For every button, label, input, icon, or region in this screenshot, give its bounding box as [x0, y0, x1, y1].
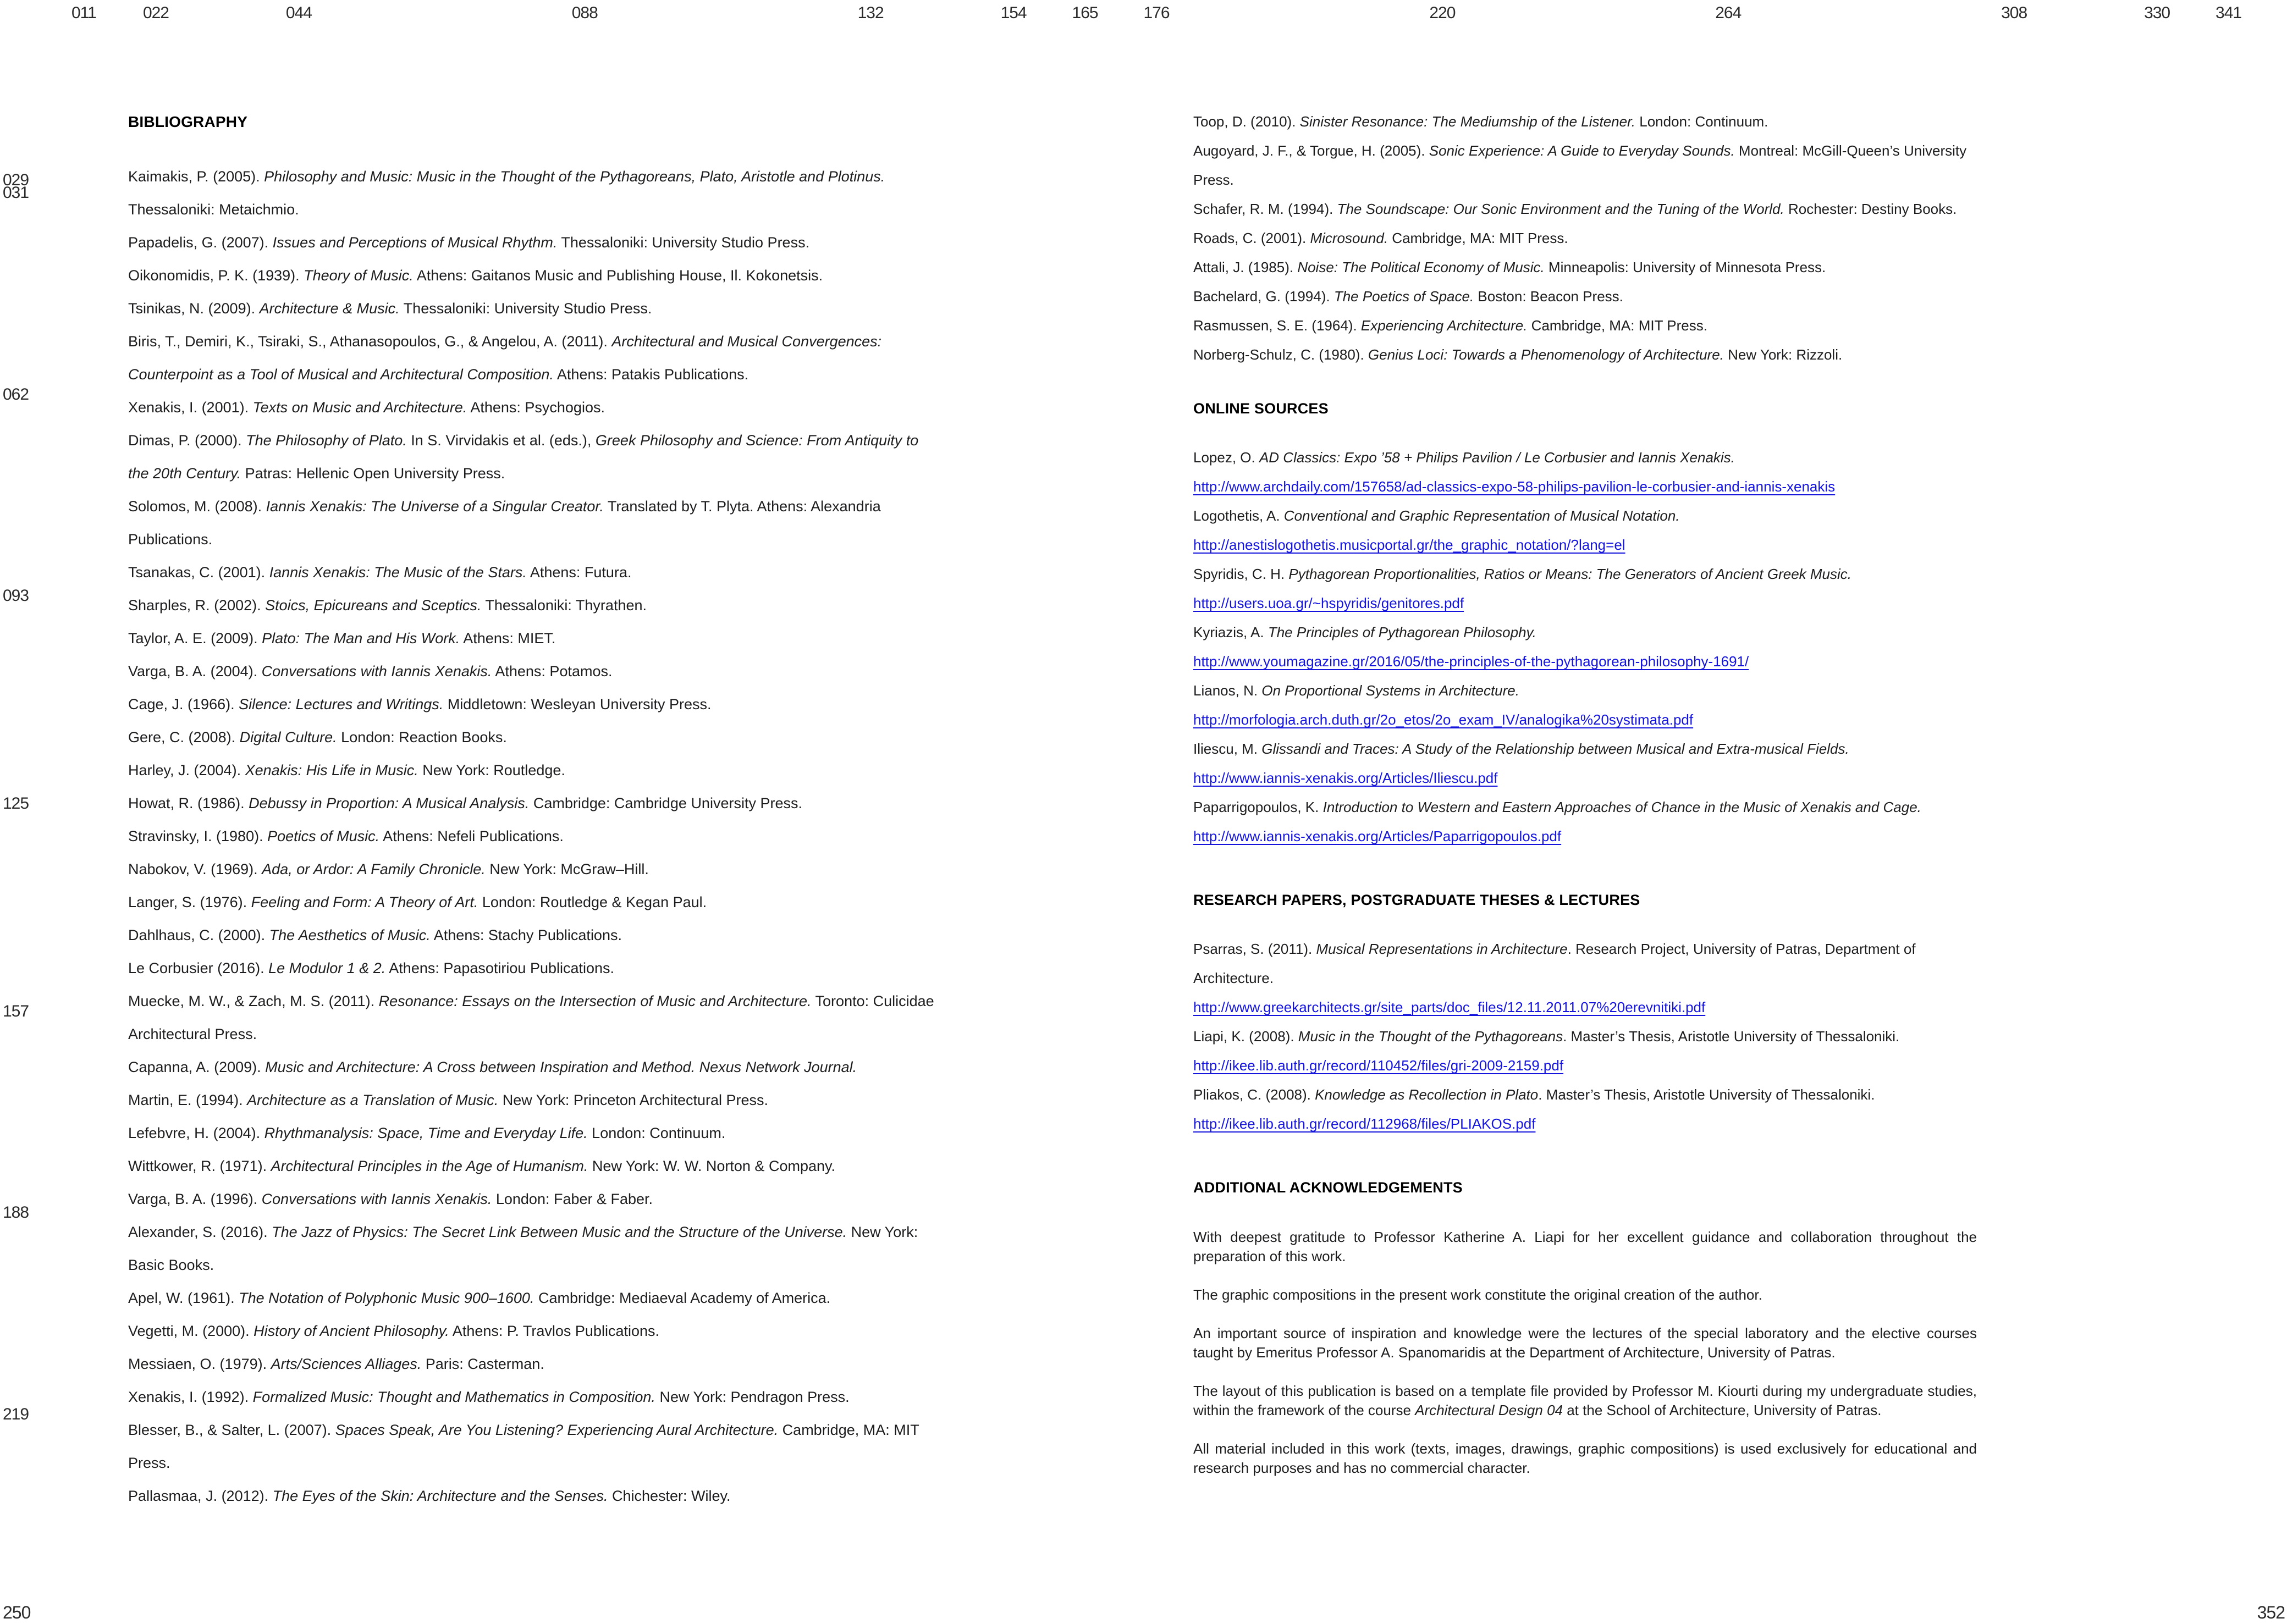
- work-title: Genius Loci: Towards a Phenomenology of Architecture.: [1368, 346, 1724, 363]
- bibliography-entry: [1193, 311, 1977, 340]
- entry-text: Gere, C. (2008).: [128, 729, 240, 745]
- entry-text: Thessaloniki: Metaichmio.: [128, 201, 299, 218]
- entry-text: Liapi, K. (2008).: [1193, 1028, 1298, 1045]
- entry-text: Athens: P. Travlos Publications.: [449, 1323, 660, 1339]
- bibliography-entry: [128, 655, 942, 688]
- entry-text: Dahlhaus, C. (2000).: [128, 927, 269, 943]
- bibliography-entry: [1193, 340, 1977, 369]
- entry-text: The layout of this publication is based on a template file provided by Professor M. Kiourti during my undergraduate studies, within the framework of the course: [1193, 1383, 1977, 1418]
- entry-text: at the School of Architecture, University of Patras.: [1563, 1402, 1882, 1418]
- source-url-link[interactable]: http://www.greekarchitects.gr/site_parts/doc_files/12.11.2011.07%20erevnitiki.pdf: [1193, 999, 1706, 1015]
- entry-text: Athens: Potamos.: [492, 663, 613, 680]
- entry-text: New York: Routledge.: [418, 762, 565, 778]
- entry-text: Le Corbusier (2016).: [128, 960, 269, 976]
- entry-text: Boston: Beacon Press.: [1474, 288, 1623, 305]
- entry-text: An important source of inspiration and knowledge were the lectures of the special laboratory and the elective courses taught by Emeritus Professor A. Spanomaridis at the Department of Architecture, University of Patras.: [1193, 1325, 1977, 1361]
- entry-text: Xenakis, I. (2001).: [128, 399, 253, 416]
- bibliography-entry: [128, 1347, 942, 1380]
- work-title: History of Ancient Philosophy.: [254, 1323, 449, 1339]
- bibliography-entry: [128, 1314, 942, 1347]
- work-title: Architectural Design 04: [1415, 1402, 1563, 1418]
- ruler-mark: 188: [3, 1203, 29, 1222]
- work-title: Texts on Music and Architecture.: [252, 399, 467, 416]
- work-title: AD Classics: Expo ’58 + Philips Pavilion / Le Corbusier and Iannis Xenakis.: [1259, 449, 1735, 466]
- entry-text: Toop, D. (2010).: [1193, 113, 1300, 130]
- entry-text: Varga, B. A. (2004).: [128, 663, 262, 680]
- research-paper-entry: [1193, 935, 1977, 1022]
- entry-text: Logothetis, A.: [1193, 507, 1284, 524]
- entry-text: Chichester: Wiley.: [608, 1488, 731, 1504]
- acknowledgement-paragraph: [1193, 1324, 1977, 1362]
- entry-text: Vegetti, M. (2000).: [128, 1323, 254, 1339]
- work-title: Silence: Lectures and Writings.: [239, 696, 444, 712]
- entry-text: Stravinsky, I. (1980).: [128, 828, 268, 844]
- bibliography-entry: [128, 787, 942, 820]
- entry-text: Martin, E. (1994).: [128, 1092, 247, 1108]
- online-source-entry: [1193, 443, 1977, 501]
- entry-text: Cambridge: Cambridge University Press.: [529, 795, 802, 811]
- bibliography-entry-list-continued: [1193, 107, 1977, 369]
- bibliography-entry: [128, 325, 942, 391]
- entry-text: Kaimakis, P. (2005).: [128, 168, 264, 185]
- bibliography-entry: [128, 160, 942, 226]
- bibliography-entry: [1193, 253, 1977, 282]
- entry-text: Dimas, P. (2000).: [128, 432, 246, 449]
- work-title: Architecture as a Translation of Music.: [247, 1092, 499, 1108]
- entry-text: Papadelis, G. (2007).: [128, 234, 273, 251]
- bibliography-entry: [1193, 107, 1977, 136]
- work-title: Glissandi and Traces: A Study of the Relationship between Musical and Extra-musical Fields.: [1261, 741, 1849, 757]
- entry-text: Apel, W. (1961).: [128, 1290, 239, 1306]
- work-title: The Aesthetics of Music.: [269, 927, 431, 943]
- work-title: Debussy in Proportion: A Musical Analysis.: [249, 795, 530, 811]
- online-sources-list: [1193, 443, 1977, 851]
- bibliography-entry: [128, 985, 942, 1051]
- entry-text: Solomos, M. (2008).: [128, 498, 266, 515]
- ruler-mark: 219: [3, 1405, 29, 1423]
- online-source-entry: [1193, 560, 1977, 618]
- work-title: Musical Representations in Architecture: [1316, 941, 1568, 957]
- entry-text: Paparrigopoulos, K.: [1193, 799, 1323, 815]
- entry-text: Norberg-Schulz, C. (1980).: [1193, 346, 1368, 363]
- ruler-mark: 011: [71, 4, 96, 22]
- work-title: Introduction to Western and Eastern Approaches of Chance in the Music of Xenakis and Cage.: [1322, 799, 1921, 815]
- entry-text: London: Reaction Books.: [337, 729, 507, 745]
- bibliography-entry: [128, 1479, 942, 1512]
- ruler-mark: 125: [3, 794, 29, 813]
- bibliography-entry: [128, 1380, 942, 1413]
- entry-text: Roads, C. (2001).: [1193, 230, 1310, 246]
- entry-text: Taylor, A. E. (2009).: [128, 630, 262, 647]
- online-source-entry: [1193, 501, 1977, 560]
- entry-text: Rasmussen, S. E. (1964).: [1193, 317, 1361, 334]
- entry-text: Athens: MIET.: [460, 630, 556, 647]
- ruler-mark: 154: [1000, 4, 1027, 22]
- work-title: Conventional and Graphic Representation of Musical Notation.: [1283, 507, 1680, 524]
- acknowledgement-paragraph: [1193, 1285, 1977, 1305]
- online-sources-heading: ONLINE SOURCES: [1193, 400, 1329, 417]
- source-url-link[interactable]: http://anestislogothetis.musicportal.gr/the_graphic_notation/?lang=el: [1193, 537, 1625, 553]
- left-column: [128, 113, 942, 1512]
- work-title: The Philosophy of Plato.: [246, 432, 407, 449]
- work-title: Pythagorean Proportionalities, Ratios or Means: The Generators of Ancient Greek Music.: [1288, 566, 1852, 582]
- bibliography-entry: [128, 1150, 942, 1183]
- entry-text: . Master’s Thesis, Aristotle University of Thessaloniki.: [1563, 1028, 1900, 1045]
- entry-text: Bachelard, G. (1994).: [1193, 288, 1334, 305]
- entry-text: Cambridge, MA: MIT Press.: [128, 1422, 919, 1471]
- entry-text: London: Continuum.: [587, 1125, 726, 1141]
- work-title: Sinister Resonance: The Mediumship of the Listener.: [1299, 113, 1636, 130]
- entry-text: London: Faber & Faber.: [492, 1191, 653, 1207]
- work-title: Iannis Xenakis: The Music of the Stars.: [269, 564, 527, 581]
- entry-text: Cambridge, MA: MIT Press.: [1527, 317, 1707, 334]
- entry-text: New York: W. W. Norton & Company.: [588, 1158, 835, 1174]
- source-url-link[interactable]: http://www.iannis-xenakis.org/Articles/Paparrigopoulos.pdf: [1193, 828, 1562, 844]
- bibliography-entry: [128, 1413, 942, 1479]
- ruler-mark: 264: [1715, 4, 1742, 22]
- entry-text: Lefebvre, H. (2004).: [128, 1125, 264, 1141]
- entry-text: Translated by T. Plyta. Athens: Alexandria Publications.: [128, 498, 881, 548]
- acknowledgements-paragraphs: [1193, 1228, 1977, 1478]
- research-paper-entry: [1193, 1022, 1977, 1080]
- bibliography-entry: [1193, 282, 1977, 311]
- bibliography-entry: [128, 589, 942, 622]
- entry-text: Augoyard, J. F., & Torgue, H. (2005).: [1193, 142, 1429, 159]
- online-source-entry: [1193, 676, 1977, 734]
- entry-text: Blesser, B., & Salter, L. (2007).: [128, 1422, 335, 1438]
- acknowledgement-paragraph: [1193, 1439, 1977, 1478]
- online-source-entry: [1193, 793, 1977, 851]
- work-title: The Jazz of Physics: The Secret Link Between Music and the Structure of the Universe.: [272, 1224, 847, 1240]
- ruler-mark: 176: [1143, 4, 1170, 22]
- work-title: On Proportional Systems in Architecture.: [1261, 682, 1519, 699]
- work-title: Architectural Principles in the Age of Humanism.: [271, 1158, 588, 1174]
- bibliography-entry-list: [128, 160, 942, 1512]
- entry-text: Muecke, M. W., & Zach, M. S. (2011).: [128, 993, 379, 1009]
- work-title: The Soundscape: Our Sonic Environment and the Tuning of the World.: [1337, 201, 1784, 217]
- ruler-mark: 157: [3, 1002, 29, 1021]
- work-title: Le Modulor 1 & 2.: [268, 960, 386, 976]
- entry-text: Minneapolis: University of Minnesota Press.: [1544, 259, 1826, 275]
- entry-text: All material included in this work (texts, images, drawings, graphic compositions) is used exclusively for educational and research purposes and has no commercial character.: [1193, 1440, 1977, 1476]
- entry-text: Patras: Hellenic Open University Press.: [241, 465, 505, 482]
- work-title: Music and Architecture: A Cross between Inspiration and Method. Nexus Network Journal.: [265, 1059, 857, 1075]
- bibliography-entry: [128, 754, 942, 787]
- ruler-mark: 341: [2216, 4, 2242, 22]
- entry-text: The graphic compositions in the present work constitute the original creation of the author.: [1193, 1286, 1762, 1303]
- ruler-mark: 062: [3, 385, 29, 404]
- entry-text: Oikonomidis, P. K. (1939).: [128, 267, 304, 284]
- entry-text: New York: McGraw–Hill.: [485, 861, 649, 877]
- work-title: Ada, or Ardor: A Family Chronicle.: [262, 861, 486, 877]
- source-url-link[interactable]: http://ikee.lib.auth.gr/record/110452/files/gri-2009-2159.pdf: [1193, 1057, 1564, 1074]
- bibliography-entry: [128, 1051, 942, 1084]
- entry-text: Messiaen, O. (1979).: [128, 1356, 271, 1372]
- bibliography-entry: [1193, 195, 1977, 224]
- entry-text: Tsanakas, C. (2001).: [128, 564, 269, 581]
- ruler-mark: 044: [285, 4, 312, 22]
- entry-text: Iliescu, M.: [1193, 741, 1262, 757]
- bibliography-entry: [128, 226, 942, 259]
- work-title: Arts/Sciences Alliages.: [271, 1356, 422, 1372]
- entry-text: Nabokov, V. (1969).: [128, 861, 262, 877]
- work-title: Stoics, Epicureans and Sceptics.: [265, 597, 482, 614]
- source-url-link[interactable]: http://www.iannis-xenakis.org/Articles/Iliescu.pdf: [1193, 770, 1498, 786]
- ruler-mark: 308: [2001, 4, 2027, 22]
- entry-text: Athens: Patakis Publications.: [553, 366, 749, 383]
- work-title: Resonance: Essays on the Intersection of Music and Architecture.: [378, 993, 812, 1009]
- bibliography-entry: [128, 292, 942, 325]
- entry-text: In S. Virvidakis et al. (eds.),: [406, 432, 596, 449]
- entry-text: Rochester: Destiny Books.: [1784, 201, 1957, 217]
- work-title: The Poetics of Space.: [1333, 288, 1474, 305]
- entry-text: Capanna, A. (2009).: [128, 1059, 266, 1075]
- entry-text: Wittkower, R. (1971).: [128, 1158, 271, 1174]
- work-title: Poetics of Music.: [267, 828, 380, 844]
- entry-text: Tsinikas, N. (2009).: [128, 300, 260, 317]
- ruler-mark: 330: [2144, 4, 2170, 22]
- ruler-mark: 031: [3, 184, 29, 202]
- bibliography-entry: [128, 853, 942, 886]
- work-title: Iannis Xenakis: The Universe of a Singular Creator.: [266, 498, 604, 515]
- bibliography-entry: [128, 391, 942, 424]
- entry-text: Paris: Casterman.: [421, 1356, 544, 1372]
- entry-text: Howat, R. (1986).: [128, 795, 249, 811]
- ruler-mark: 165: [1072, 4, 1098, 22]
- entry-text: New York: Rizzoli.: [1723, 346, 1843, 363]
- work-title: Xenakis: His Life in Music.: [245, 762, 418, 778]
- research-papers-list: [1193, 935, 1977, 1139]
- work-title: Issues and Perceptions of Musical Rhythm.: [272, 234, 558, 251]
- work-title: Digital Culture.: [239, 729, 337, 745]
- entry-text: Athens: Papasotiriou Publications.: [385, 960, 615, 976]
- work-title: Noise: The Political Economy of Music.: [1297, 259, 1545, 275]
- entry-text: Kyriazis, A.: [1193, 624, 1268, 640]
- online-source-entry: [1193, 618, 1977, 676]
- bibliography-entry: [128, 688, 942, 721]
- entry-text: Cambridge, MA: MIT Press.: [1388, 230, 1568, 246]
- entry-text: Thessaloniki: University Studio Press.: [557, 234, 810, 251]
- entry-text: Lianos, N.: [1193, 682, 1262, 699]
- work-title: Theory of Music.: [304, 267, 414, 284]
- bibliography-entry: [128, 1084, 942, 1117]
- bibliography-entry: [128, 259, 942, 292]
- bibliography-entry: [128, 1216, 942, 1281]
- entry-text: Pallasmaa, J. (2012).: [128, 1488, 273, 1504]
- ruler-mark: 220: [1429, 4, 1456, 22]
- work-title: Philosophy and Music: Music in the Thought of the Pythagoreans, Plato, Aristotle and Plotinus.: [264, 168, 885, 185]
- bibliography-entry: [128, 1281, 942, 1314]
- entry-text: Athens: Nefeli Publications.: [379, 828, 564, 844]
- source-url-link[interactable]: http://www.youmagazine.gr/2016/05/the-principles-of-the-pythagorean-philosophy-1691/: [1193, 653, 1749, 670]
- entry-text: Athens: Futura.: [526, 564, 632, 581]
- work-title: Conversations with Iannis Xenakis.: [261, 1191, 492, 1207]
- entry-text: New York: Basic Books.: [128, 1224, 918, 1273]
- entry-text: Thessaloniki: University Studio Press.: [399, 300, 652, 317]
- ruler-mark: 088: [571, 4, 598, 22]
- bibliography-entry: [128, 886, 942, 919]
- work-title: Formalized Music: Thought and Mathematics in Composition.: [252, 1389, 655, 1405]
- entry-text: London: Routledge & Kegan Paul.: [478, 894, 707, 910]
- entry-text: Biris, T., Demiri, K., Tsiraki, S., Athanasopoulos, G., & Angelou, A. (2011).: [128, 333, 612, 350]
- bibliography-entry: [128, 952, 942, 985]
- right-column: [1193, 107, 1977, 1497]
- entry-text: New York: Princeton Architectural Press.: [498, 1092, 769, 1108]
- entry-text: Sharples, R. (2002).: [128, 597, 266, 614]
- research-papers-heading: RESEARCH PAPERS, POSTGRADUATE THESES & LECTURES: [1193, 892, 1640, 908]
- work-title: Greek Philosophy and Science: From Antiquity to the 20th Century.: [128, 432, 919, 482]
- source-url-link[interactable]: http://www.archdaily.com/157658/ad-classics-expo-58-philips-pavilion-le-corbusier-and-iannis-xenakis: [1193, 478, 1836, 495]
- source-url-link[interactable]: http://ikee.lib.auth.gr/record/112968/files/PLIAKOS.pdf: [1193, 1115, 1536, 1132]
- work-title: The Notation of Polyphonic Music 900–1600.: [239, 1290, 534, 1306]
- entry-text: Cage, J. (1966).: [128, 696, 239, 712]
- bibliography-entry: [128, 424, 942, 490]
- entry-text: Lopez, O.: [1193, 449, 1259, 466]
- entry-text: With deepest gratitude to Professor Katherine A. Liapi for her excellent guidance and collaboration throughout the preparation of this work.: [1193, 1229, 1977, 1264]
- bibliography-heading: BIBLIOGRAPHY: [128, 113, 248, 130]
- acknowledgement-paragraph: [1193, 1382, 1977, 1420]
- entry-text: Alexander, S. (2016).: [128, 1224, 272, 1240]
- work-title: Microsound.: [1310, 230, 1388, 246]
- online-source-entry: [1193, 734, 1977, 793]
- source-url-link[interactable]: http://users.uoa.gr/~hspyridis/genitores.pdf: [1193, 595, 1464, 611]
- entry-text: London: Continuum.: [1635, 113, 1768, 130]
- bibliography-entry: [1193, 136, 1977, 195]
- entry-text: Xenakis, I. (1992).: [128, 1389, 253, 1405]
- work-title: Spaces Speak, Are You Listening? Experiencing Aural Architecture.: [335, 1422, 779, 1438]
- source-url-link[interactable]: http://morfologia.arch.duth.gr/2o_etos/2o_exam_IV/analogika%20systimata.pdf: [1193, 711, 1694, 728]
- acknowledgements-heading: ADDITIONAL ACKNOWLEDGEMENTS: [1193, 1179, 1463, 1196]
- entry-text: Langer, S. (1976).: [128, 894, 251, 910]
- entry-text: Spyridis, C. H.: [1193, 566, 1289, 582]
- entry-text: New York: Pendragon Press.: [655, 1389, 850, 1405]
- acknowledgement-paragraph: [1193, 1228, 1977, 1266]
- bibliography-entry: [128, 820, 942, 853]
- work-title: The Principles of Pythagorean Philosophy.: [1268, 624, 1536, 640]
- bibliography-entry: [128, 490, 942, 556]
- work-title: Feeling and Form: A Theory of Art.: [251, 894, 478, 910]
- entry-text: Thessaloniki: Thyrathen.: [481, 597, 647, 614]
- bibliography-entry: [128, 556, 942, 589]
- entry-text: Athens: Psychogios.: [467, 399, 605, 416]
- entry-text: Toronto: Culicidae Architectural Press.: [128, 993, 934, 1042]
- work-title: Sonic Experience: A Guide to Everyday Sounds.: [1429, 142, 1735, 159]
- entry-text: Middletown: Wesleyan University Press.: [443, 696, 712, 712]
- entry-text: Athens: Gaitanos Music and Publishing House, Il. Kokonetsis.: [413, 267, 823, 284]
- research-paper-entry: [1193, 1080, 1977, 1139]
- entry-text: Psarras, S. (2011).: [1193, 941, 1316, 957]
- work-title: Music in the Thought of the Pythagoreans: [1298, 1028, 1563, 1045]
- bibliography-entry: [1193, 224, 1977, 253]
- entry-text: Montreal: McGill-Queen’s University Press.: [1193, 142, 1967, 188]
- page-coordinate-bottom-left: 250: [3, 1603, 31, 1622]
- work-title: Conversations with Iannis Xenakis.: [261, 663, 492, 680]
- work-title: Rhythmanalysis: Space, Time and Everyday Life.: [264, 1125, 588, 1141]
- work-title: Knowledge as Recollection in Plato: [1315, 1086, 1539, 1103]
- entry-text: Cambridge: Mediaeval Academy of America.: [534, 1290, 831, 1306]
- entry-text: Harley, J. (2004).: [128, 762, 245, 778]
- entry-text: Attali, J. (1985).: [1193, 259, 1298, 275]
- work-title: Experiencing Architecture.: [1360, 317, 1528, 334]
- ruler-mark: 093: [3, 586, 29, 605]
- entry-text: Varga, B. A. (1996).: [128, 1191, 262, 1207]
- page-coordinate-bottom-right: 352: [2257, 1603, 2285, 1622]
- bibliography-entry: [128, 1117, 942, 1150]
- work-title: Plato: The Man and His Work.: [262, 630, 460, 647]
- entry-text: Pliakos, C. (2008).: [1193, 1086, 1315, 1103]
- bibliography-entry: [128, 622, 942, 655]
- ruler-mark: 022: [142, 4, 169, 22]
- entry-text: Athens: Stachy Publications.: [430, 927, 622, 943]
- ruler-mark: 132: [857, 4, 884, 22]
- ruler-mark: 029: [3, 170, 29, 189]
- work-title: Architectural and Musical Convergences: Counterpoint as a Tool of Musical and Architectural Composition.: [128, 333, 882, 383]
- entry-text: . Research Project, University of Patras, Department of Architecture.: [1193, 941, 1916, 986]
- bibliography-entry: [128, 721, 942, 754]
- work-title: The Eyes of the Skin: Architecture and the Senses.: [272, 1488, 608, 1504]
- entry-text: Schafer, R. M. (1994).: [1193, 201, 1337, 217]
- bibliography-entry: [128, 919, 942, 952]
- bibliography-entry: [128, 1183, 942, 1216]
- entry-text: . Master’s Thesis, Aristotle University of Thessaloniki.: [1538, 1086, 1875, 1103]
- work-title: Architecture & Music.: [259, 300, 400, 317]
